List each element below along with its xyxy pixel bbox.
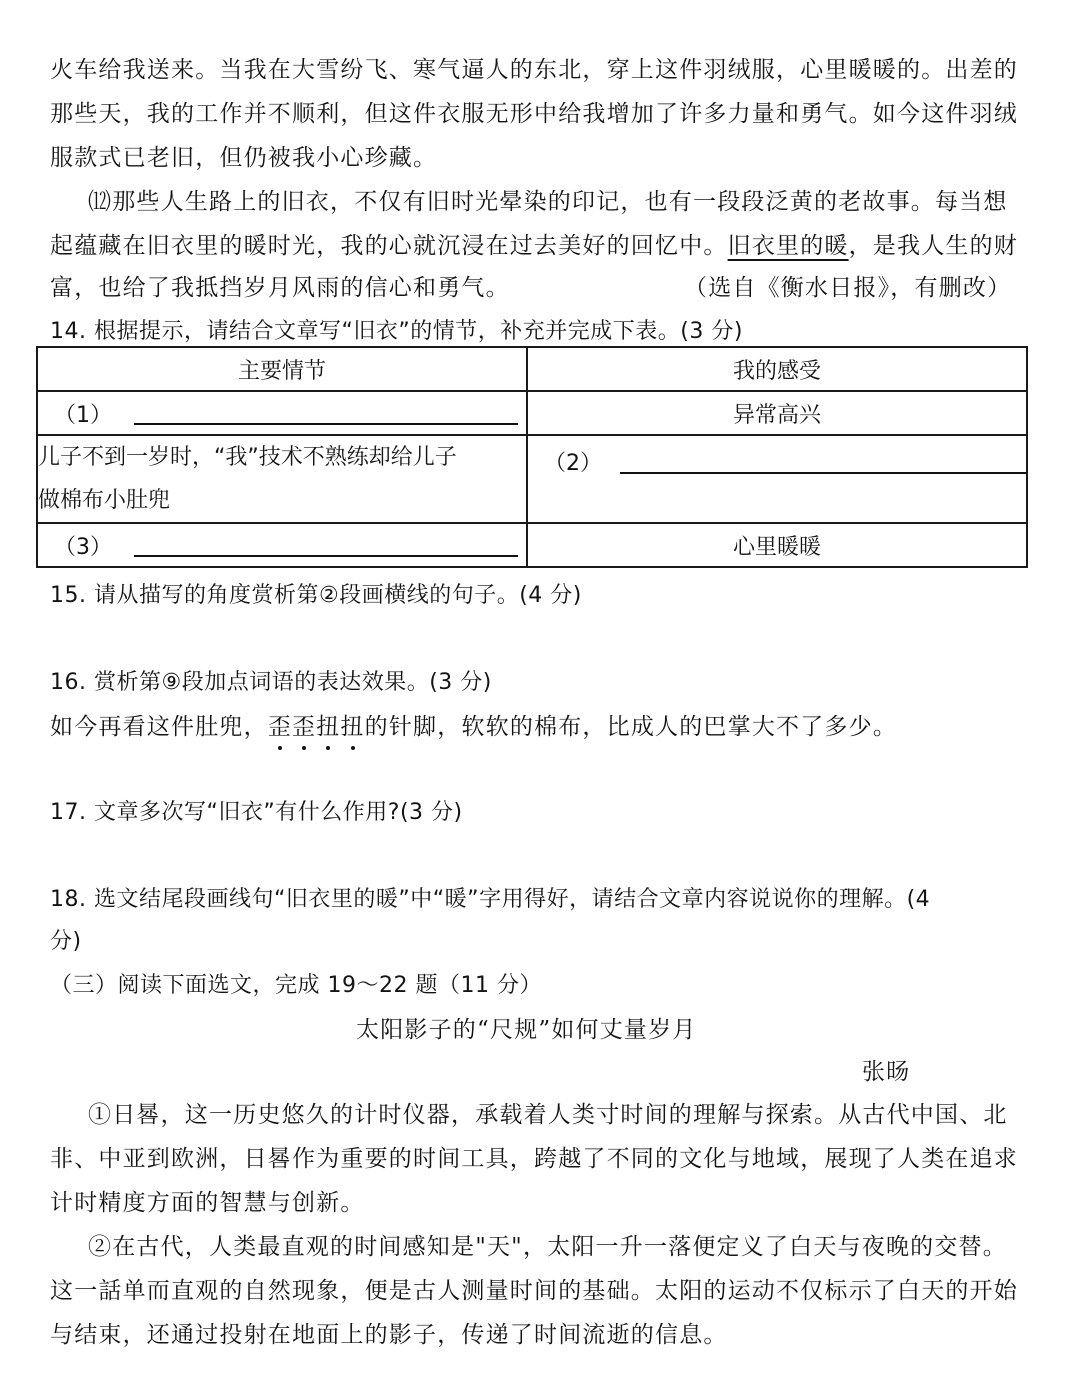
dotted-char: 歪	[292, 711, 316, 743]
question-18-cont: 分)	[50, 929, 82, 954]
question-16: 16. 赏析第⑨段加点词语的表达效果。(3 分)	[50, 670, 492, 695]
passage-text: ，是我人生的财	[848, 233, 1019, 259]
question-14: 14. 根据提示，请结合文章写“旧衣”的情节，补充并完成下表。(3 分)	[50, 319, 743, 344]
passage-line: ⑿那些人生路上的旧衣，不仅有旧时光晕染的印记，也有一段段泛黄的老故事。每当想	[88, 189, 1008, 215]
section-heading: （三）阅读下面选文，完成 19～22 题（11 分）	[50, 973, 542, 998]
answer-blank-2[interactable]	[620, 450, 1026, 474]
quoted-sentence	[50, 711, 897, 743]
source-note: （选自《衡水日报》，有删改）	[684, 275, 1012, 301]
article-title: 太阳影子的“尺规”如何丈量岁月	[356, 1017, 697, 1043]
table-header-feeling: 我的感受	[527, 347, 1027, 391]
article-line: 这一話单而直观的自然现象，便是古人测量时间的基础。太阳的运动不仅标示了白天的开始	[50, 1278, 1018, 1304]
plot-feeling-table	[36, 346, 1028, 568]
table-cell-feeling-1: 异常高兴	[527, 391, 1027, 435]
underlined-phrase: 旧衣里的暖	[727, 233, 849, 259]
article-line: 非、中亚到欧洲，日晷作为重要的时间工具，跨越了不同的文化与地域，展现了人类在追求	[50, 1146, 1018, 1172]
dotted-char: 扭	[340, 711, 364, 743]
passage-text: 起蕴藏在旧衣里的暖时光，我的心就沉浸在过去美好的回忆中。	[50, 233, 728, 259]
table-cell-feeling-3: 心里暖暖	[527, 523, 1027, 567]
passage-line: 那些天，我的工作并不顺利，但这件衣服无形中给我增加了许多力量和勇气。如今这件羽绒	[50, 101, 1018, 127]
passage-line: 火车给我送来。当我在大雪纷飞、寒气逼人的东北，穿上这件羽绒服，心里暖暖的。出差的	[50, 57, 1018, 83]
dotted-char: 歪	[268, 711, 292, 743]
blank-number: （2）	[544, 451, 602, 476]
table-header-plot: 主要情节	[37, 347, 527, 391]
article-line: 与结束，还通过投射在地面上的影子，传递了时间流逝的信息。	[50, 1322, 728, 1348]
passage-line: 富，也给了我抵挡岁月风雨的信心和勇气。	[50, 275, 510, 301]
plot-text: 儿子不到一岁时，“我”技术不熟练却给儿子	[38, 445, 457, 470]
blank-number: （3）	[54, 534, 112, 560]
question-15: 15. 请从描写的角度赏析第②段画横线的句子。(4 分)	[50, 583, 582, 608]
sentence-text: 的针脚，软软的棉布，比成人的巴掌大不了多少。	[364, 714, 898, 740]
table-cell-feeling-2	[527, 435, 1027, 523]
dotted-char: 扭	[316, 711, 340, 743]
table-cell-plot-1	[37, 391, 527, 435]
sentence-text: 如今再看这件肚兜，	[50, 714, 268, 740]
article-line: 计时精度方面的智慧与创新。	[50, 1190, 365, 1216]
passage-line: 服款式已老旧，但仍被我小心珍藏。	[50, 145, 438, 171]
table-cell-plot-2	[37, 435, 527, 523]
table-cell-plot-3	[37, 523, 527, 567]
article-line: ①日晷，这一历史悠久的计时仪器，承载着人类寸时间的理解与探索。从古代中国、北	[88, 1102, 1008, 1128]
article-author: 张旸	[862, 1059, 911, 1085]
answer-blank-3[interactable]	[134, 533, 518, 557]
answer-blank-1[interactable]	[134, 401, 518, 425]
article-line: ②在古代，人类最直观的时间感知是"天"，太阳一升一落便定义了白天与夜晚的交替。	[88, 1234, 1007, 1260]
blank-number: （1）	[54, 402, 112, 428]
question-17: 17. 文章多次写“旧衣”有什么作用?(3 分)	[50, 800, 463, 825]
question-18: 18. 选文结尾段画线句“旧衣里的暖”中“暖”字用得好，请结合文章内容说说你的理解。(4	[50, 887, 931, 912]
passage-line	[50, 230, 1018, 262]
plot-text: 做棉布小肚兜	[38, 488, 171, 513]
